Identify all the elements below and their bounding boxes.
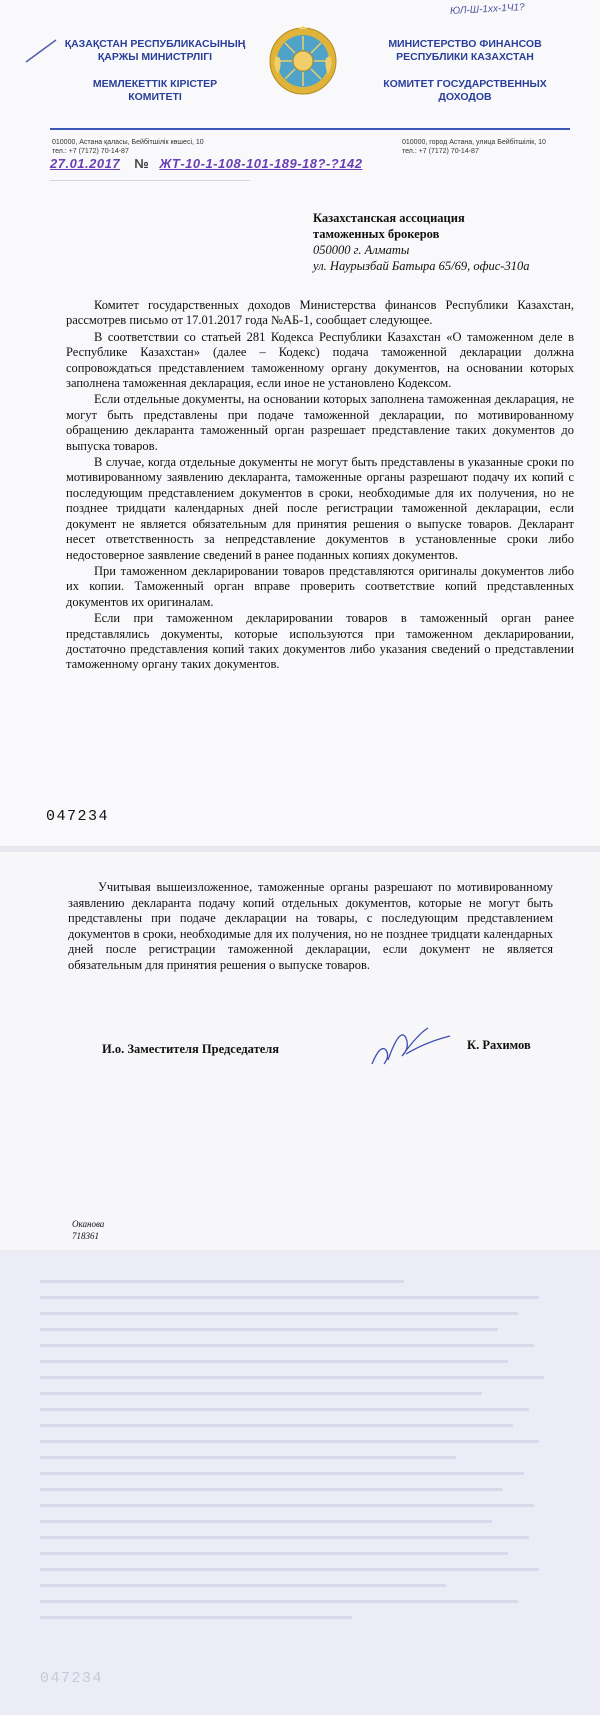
ghost-line [40, 1568, 539, 1571]
address-left [52, 138, 204, 156]
ghost-line [40, 1296, 539, 1299]
header-right-line2: РЕСПУБЛИКИ КАЗАХСТАН [396, 51, 534, 63]
body-paragraph-3: Если отдельные документы, на основании которых заполнена таможенная декларация, не могут быть представлены при подаче таможенной декларации, по мотивированному обращению декларанта таможенный орган разрешает представление таких документов до выпуска товаров. [66, 392, 574, 453]
ghost-line [40, 1440, 539, 1443]
address-right-street: 010000, город Астана, улица Бейбітшілік, 10 [402, 139, 546, 146]
ghost-line [40, 1504, 534, 1507]
header-right-line4: ДОХОДОВ [438, 91, 492, 103]
body-paragraph-1: Комитет государственных доходов Министерства финансов Республики Казахстан, рассмотрев письмо от 17.01.2017 года №АБ-1, сообщает следующее. [66, 298, 574, 328]
faded-serial-number: 047234 [40, 1670, 104, 1687]
ghost-line [40, 1344, 534, 1347]
header-right-block [350, 38, 580, 104]
ghost-line [40, 1600, 518, 1603]
address-right-phone: тел.: +7 (7172) 70-14-87 [402, 148, 479, 155]
document-serial-number: 047234 [46, 808, 110, 825]
ghost-line [40, 1472, 524, 1475]
ghost-line [40, 1488, 503, 1491]
header-right-line3: КОМИТЕТ ГОСУДАРСТВЕННЫХ [383, 78, 547, 90]
faint-divider [50, 180, 250, 181]
recipient-block [313, 210, 583, 274]
recipient-name-1: Казахстанская ассоциация [313, 211, 465, 225]
address-left-street: 010000, Астана қаласы, Бейбітшілік көшесі, 10 [52, 139, 204, 146]
executor-phone: 718361 [72, 1231, 99, 1241]
ghost-line [40, 1536, 529, 1539]
registration-number: ЖТ-10-1-108-101-189-18?-?142 [159, 156, 363, 171]
state-emblem-icon [268, 26, 338, 96]
executor-block [72, 1218, 104, 1242]
body-paragraph-4: В случае, когда отдельные документы не могут быть представлены в указанные сроки по мотивированному заявлению декларанта, таможенные органы разрешают подачу их копий с последующим представлением документов в сроки, необходимые для их получения, но не позднее тридцати календарных дней после регистрации таможенной декларации, если документ не является обязательным для принятия решения о выпуске товаров. Декларант несет ответственность за непредставление документов в установленные сроки либо недостоверное заявление сведений в ранее поданных копиях документов. [66, 455, 574, 562]
ghost-line [40, 1312, 518, 1315]
conclusion-paragraph: Учитывая вышеизложенное, таможенные органы разрешают по мотивированному заявлению декларанта подачу копий отдельных документов, которые не могут быть представлены при подаче декларации на товары, с последующим представлением документов в сроки, необходимые для их получения, но не позднее тридцати календарных дней после регистрации таможенной декларации, если документ не является обязательным для принятия решения о выпуске товаров. [68, 880, 553, 972]
page-separator [0, 846, 600, 852]
recipient-street: ул. Наурызбай Батыра 65/69, офис-310а [313, 259, 530, 273]
ghost-line [40, 1392, 482, 1395]
address-right [402, 138, 546, 156]
ghost-line [40, 1552, 508, 1555]
ghost-line [40, 1424, 513, 1427]
registration-date: 27.01.2017 [50, 156, 121, 171]
header-left-block [40, 38, 270, 104]
corner-handwritten-note: ЮЛ-Ш-1хх-1Ч1? [449, 2, 525, 17]
ghost-line [40, 1520, 492, 1523]
ghost-line [40, 1360, 508, 1363]
body-paragraph-5: При таможенном декларировании товаров представляются оригиналы документов либо их копии. Таможенный орган вправе проверить соответствие копий представленных документов их оригиналам. [66, 563, 574, 609]
letter-body [66, 298, 574, 673]
signatory-title: И.о. Заместителя Председателя [102, 1042, 280, 1056]
ghost-line [40, 1616, 352, 1619]
registration-no-label: № [134, 156, 150, 171]
header-right-line1: МИНИСТЕРСТВО ФИНАНСОВ [388, 38, 542, 50]
recipient-name-2: таможенных брокеров [313, 227, 440, 241]
ghost-line [40, 1584, 446, 1587]
ghost-line [40, 1376, 544, 1379]
handwritten-signature-icon [366, 1020, 456, 1070]
header-left-line3: МЕМЛЕКЕТТІК КІРІСТЕР [92, 78, 218, 90]
executor-name: Оканова [72, 1219, 105, 1229]
ghost-line [40, 1328, 498, 1331]
address-left-phone: тел.: +7 (7172) 70-14-87 [52, 148, 129, 155]
signatory-name: К. Рахимов [467, 1038, 531, 1052]
ghost-line [40, 1280, 404, 1283]
registration-line [50, 156, 362, 171]
header-left-line4: КОМИТЕТІ [128, 91, 182, 103]
header-left-line2: ҚАРЖЫ МИНИСТРЛІГІ [97, 51, 213, 63]
header-rule [50, 128, 570, 130]
bleed-through-lines [40, 1280, 560, 1632]
body-paragraph-6: Если при таможенном декларировании товаров в таможенный орган ранее представлялись документы, которые используются при таможенном декларировании, достаточно представления копий таких документов либо указания сведений о представлении таможенному органу таких документов. [66, 611, 574, 672]
header-left-line1: ҚАЗАҚСТАН РЕСПУБЛИКАСЫНЫҢ [64, 38, 246, 50]
recipient-city: 050000 г. Алматы [313, 243, 410, 257]
body-paragraph-2: В соответствии со статьей 281 Кодекса Республики Казахстан «О таможенном деле в Республике Казахстан» (далее – Кодекс) подача таможенной декларации должна сопровождаться представлением таможенному органу документов, на основании которых заполнена таможенная декларация, если иное не установлено Кодексом. [66, 329, 574, 391]
ghost-line [40, 1456, 456, 1459]
ghost-line [40, 1408, 529, 1411]
